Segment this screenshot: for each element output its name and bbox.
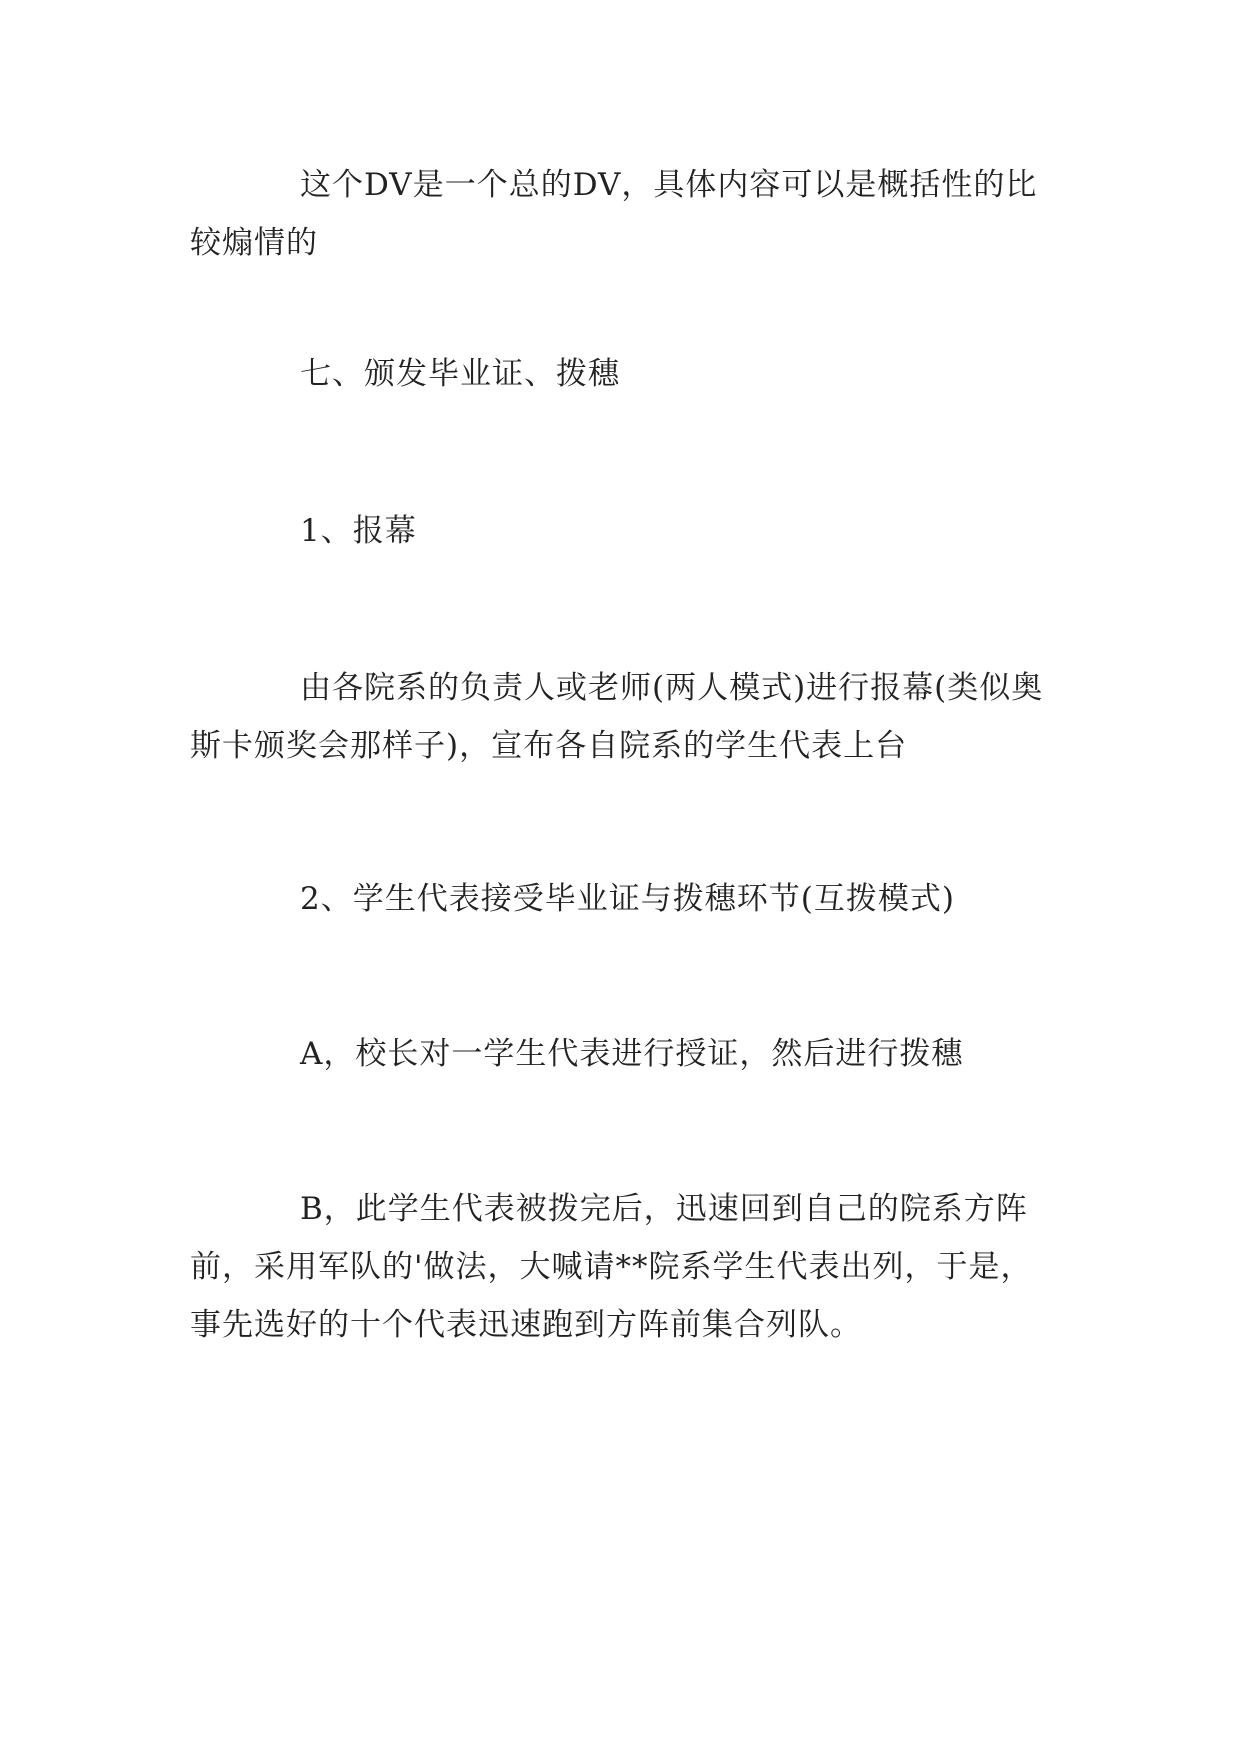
section-heading-diploma-tassel: 七、颁发毕业证、拨穗 xyxy=(300,356,620,392)
subheading-student-representatives: 2、学生代表接受毕业证与拨穗环节(互拨模式) xyxy=(300,881,955,917)
paragraph-step-b: B，此学生代表被拨完后，迅速回到自己的院系方阵前，采用军队的'做法，大喊请**院系学生代表出列，于是，事先选好的十个代表迅速跑到方阵前集合列队。 xyxy=(190,1191,1033,1343)
paragraph-announcement-detail: 由各院系的负责人或老师(两人模式)进行报幕(类似奥斯卡颁奖会那样子)，宣布各自院系的学生代表上台 xyxy=(190,670,1044,764)
paragraph-step-a: A，校长对一学生代表进行授证，然后进行拨穗 xyxy=(300,1036,964,1072)
subheading-announcement: 1、报幕 xyxy=(300,513,417,549)
paragraph-dv-description: 这个DV是一个总的DV，具体内容可以是概括性的比较煽情的 xyxy=(190,167,1038,261)
